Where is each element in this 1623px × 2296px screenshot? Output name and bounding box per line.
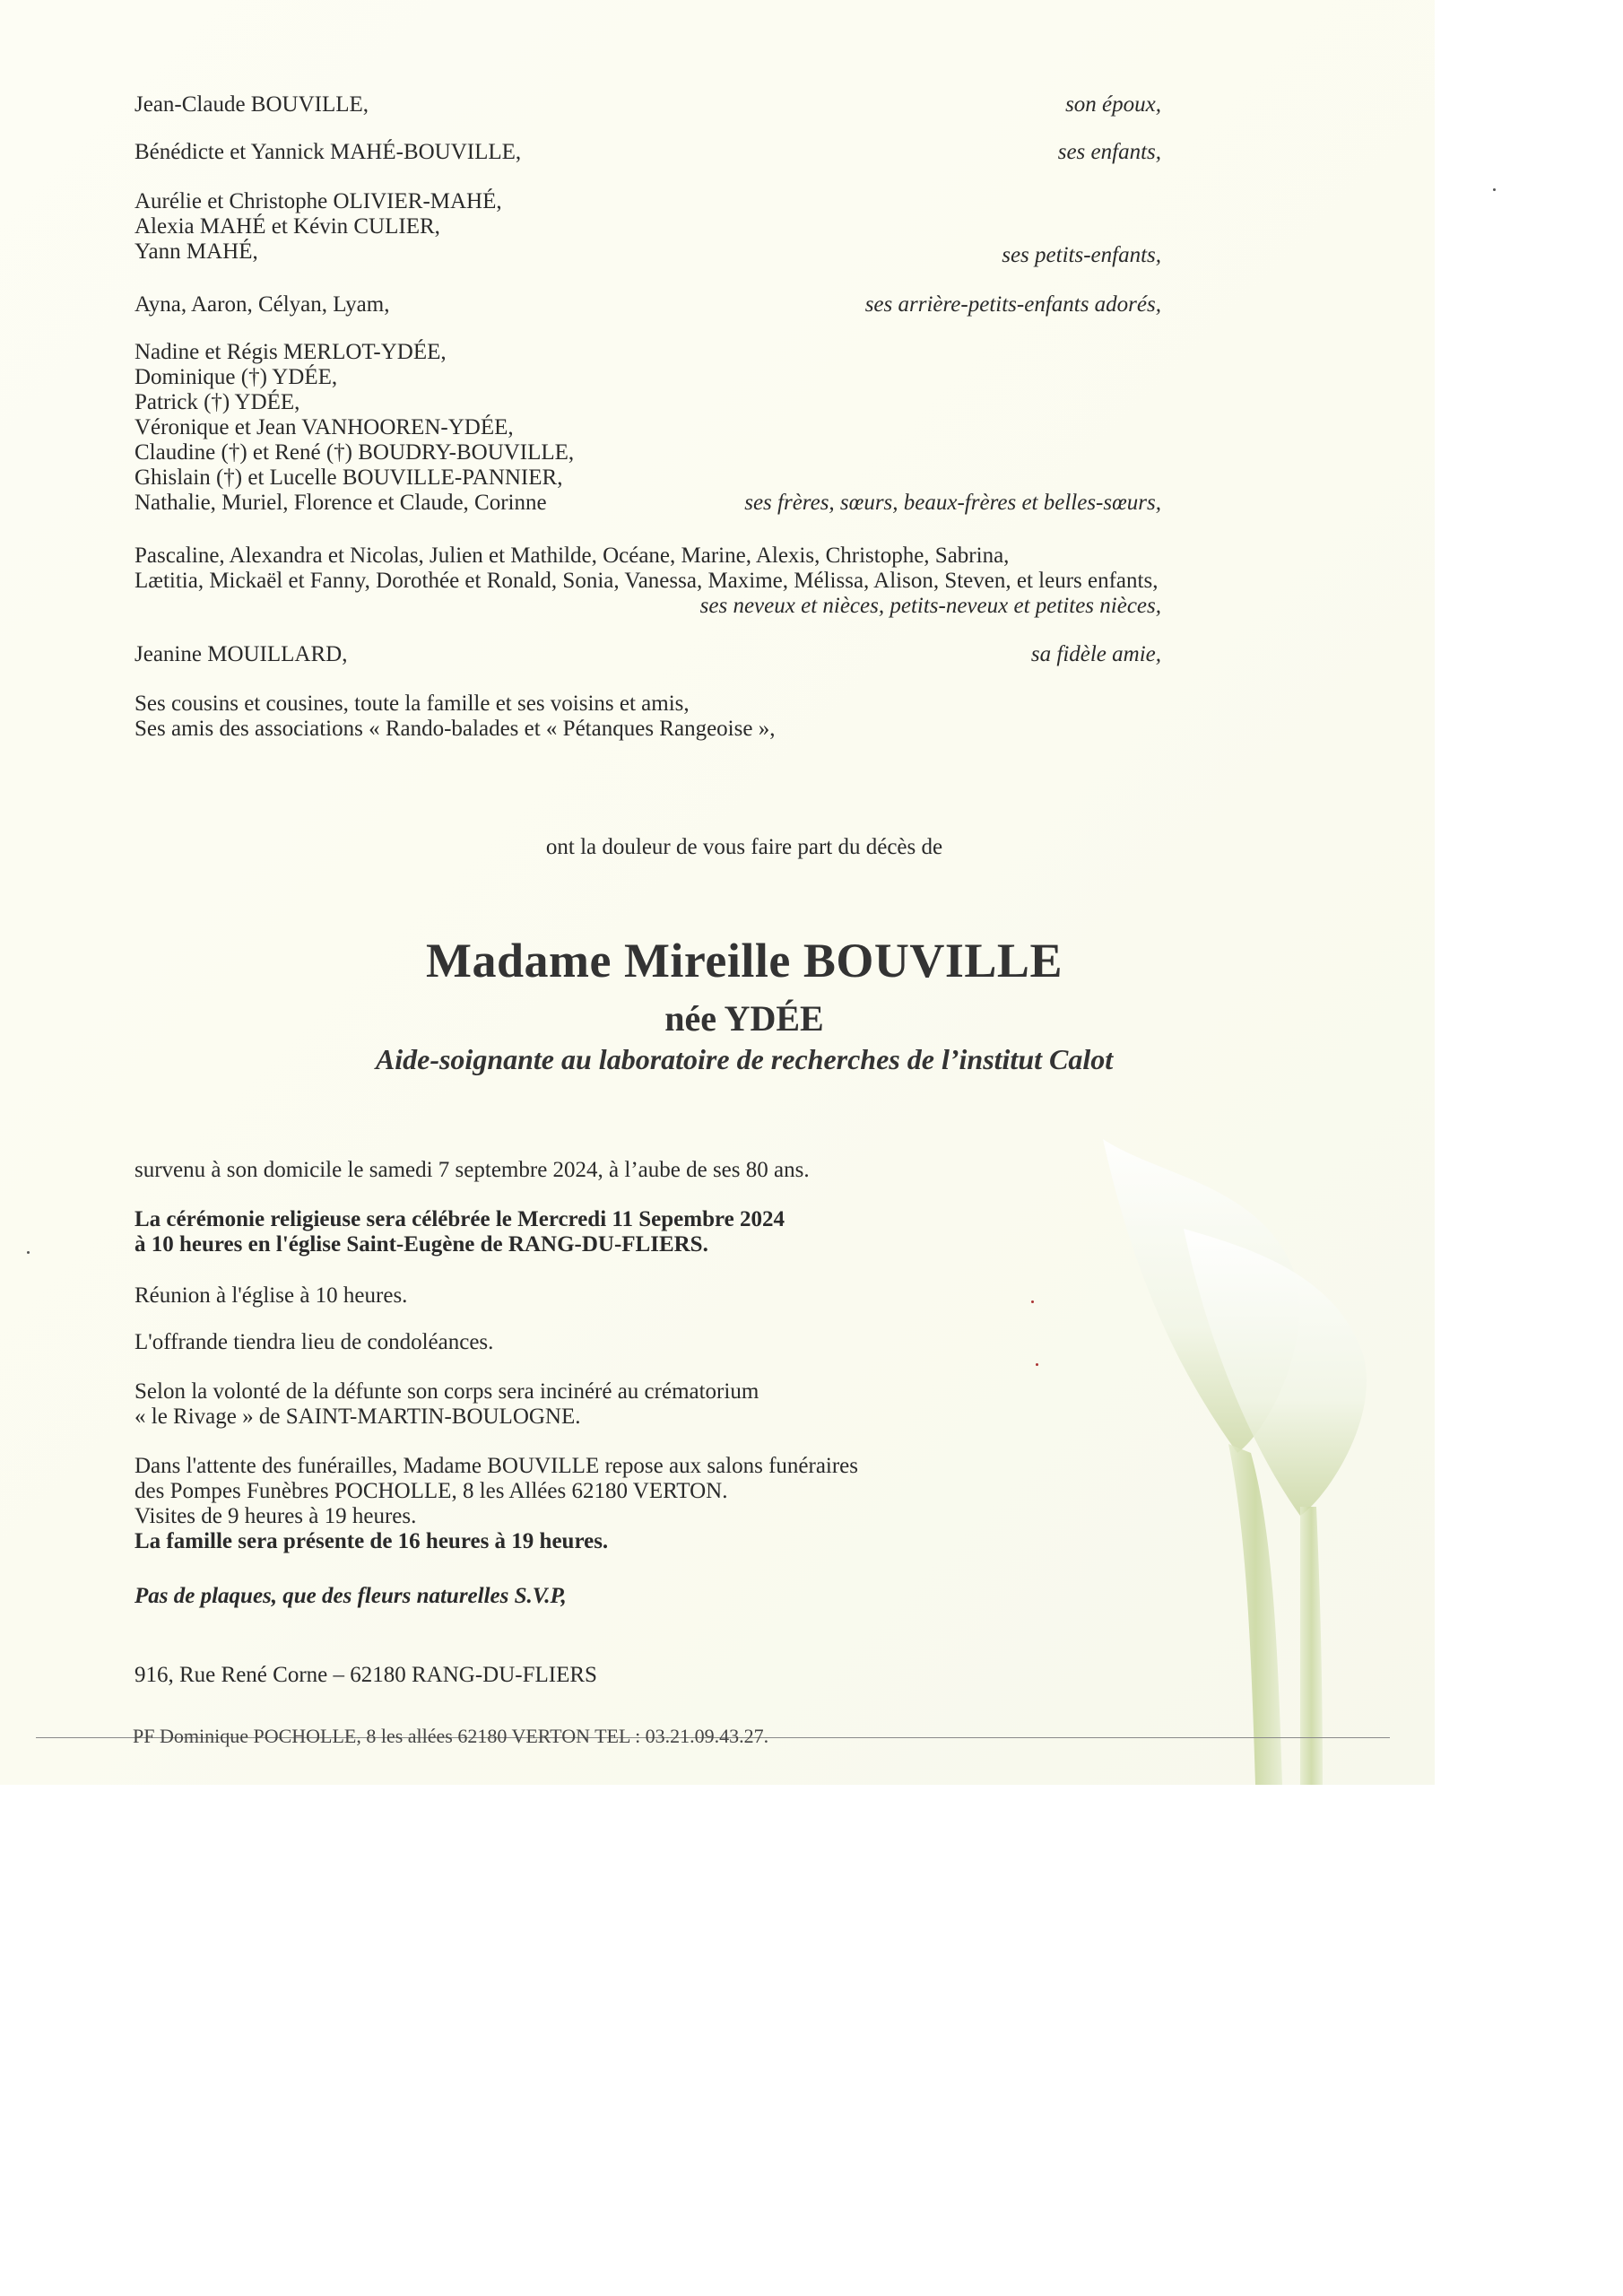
scan-speck: [27, 1251, 30, 1254]
rest-line: des Pompes Funèbres POCHOLLE, 8 les Allées 62180 VERTON.: [135, 1479, 728, 1503]
nephews-line: Lætitia, Mickaël et Fanny, Dorothée et Ronald, Sonia, Vanessa, Maxime, Mélissa, Alison, Steven, et leurs enfants,: [135, 569, 1159, 593]
nephews-line: Pascaline, Alexandra et Nicolas, Julien et Mathilde, Océane, Marine, Alexis, Christophe, Sabrina,: [135, 544, 1010, 568]
cremation-line: Selon la volonté de la défunte son corps sera incinéré au crématorium: [135, 1379, 759, 1404]
maiden-name: née YDÉE: [664, 998, 824, 1039]
sibling-line: Véronique et Jean VANHOOREN-YDÉE,: [135, 415, 514, 439]
grandchild-line: Alexia MAHÉ et Kévin CULIER,: [135, 214, 440, 239]
spouse-name: Jean-Claude BOUVILLE,: [135, 92, 369, 117]
sibling-line: Claudine (†) et René (†) BOUDRY-BOUVILLE,: [135, 440, 575, 465]
others-line: Ses amis des associations « Rando-balades et « Pétanques Rangeoise »,: [135, 717, 776, 741]
friend-name: Jeanine MOUILLARD,: [135, 642, 348, 666]
scan-speck: [1031, 1300, 1034, 1303]
rest-line: Dans l'attente des funérailles, Madame BOUVILLE repose aux salons funéraires: [135, 1454, 859, 1478]
scan-speck: [1036, 1363, 1038, 1366]
ceremony-line: La cérémonie religieuse sera célébrée le Mercredi 11 Sepembre 2024: [135, 1207, 785, 1231]
rest-line: Visites de 9 heures à 19 heures.: [135, 1504, 417, 1528]
sibling-line: Nadine et Régis MERLOT-YDÉE,: [135, 340, 447, 364]
sibling-line: Patrick (†) YDÉE,: [135, 390, 300, 414]
address: 916, Rue René Corne – 62180 RANG-DU-FLIERS: [135, 1663, 597, 1687]
funeral-home-footer: PF Dominique POCHOLLE, 8 les allées 62180 VERTON TEL : 03.21.09.43.27.: [133, 1725, 769, 1747]
great-grandchildren-names: Ayna, Aaron, Célyan, Lyam,: [135, 292, 390, 317]
children-role: ses enfants,: [1057, 140, 1161, 164]
profession: Aide-soignante au laboratoire de recherches de l’institut Calot: [375, 1043, 1114, 1075]
family-presence: La famille sera présente de 16 heures à 19 heures.: [135, 1529, 609, 1553]
grandchildren-role: ses petits-enfants,: [1002, 243, 1161, 267]
grandchild-line: Yann MAHÉ,: [135, 239, 258, 264]
announcement-intro: ont la douleur de vous faire part du décès de: [545, 835, 943, 859]
sibling-line: Ghislain (†) et Lucelle BOUVILLE-PANNIER,: [135, 465, 563, 490]
cremation-line: « le Rivage » de SAINT-MARTIN-BOULOGNE.: [135, 1405, 581, 1429]
friend-role: sa fidèle amie,: [1030, 642, 1161, 666]
grandchild-line: Aurélie et Christophe OLIVIER-MAHÉ,: [135, 189, 502, 213]
death-notice: survenu à son domicile le samedi 7 septembre 2024, à l’aube de ses 80 ans.: [135, 1158, 810, 1182]
scan-speck: [1493, 188, 1496, 191]
flowers-note: Pas de plaques, que des fleurs naturelles S.V.P,: [135, 1584, 567, 1608]
great-grandchildren-role: ses arrière-petits-enfants adorés,: [864, 292, 1161, 317]
nephews-role: ses neveux et nièces, petits-neveux et petites nièces,: [699, 594, 1161, 618]
meeting-info: Réunion à l'église à 10 heures.: [135, 1283, 408, 1308]
sibling-line: Nathalie, Muriel, Florence et Claude, Corinne: [135, 491, 547, 515]
deceased-name: Madame Mireille BOUVILLE: [426, 934, 1063, 987]
calla-lily-icon: [1031, 1121, 1417, 1785]
others-line: Ses cousins et cousines, toute la famille et ses voisins et amis,: [135, 691, 690, 716]
sibling-line: Dominique (†) YDÉE,: [135, 365, 338, 389]
spouse-role: son époux,: [1065, 92, 1161, 117]
ceremony-line: à 10 heures en l'église Saint-Eugène de RANG-DU-FLIERS.: [135, 1232, 708, 1257]
siblings-role: ses frères, sœurs, beaux-frères et belles-sœurs,: [744, 491, 1161, 515]
offering-info: L'offrande tiendra lieu de condoléances.: [135, 1330, 494, 1354]
children-names: Bénédicte et Yannick MAHÉ-BOUVILLE,: [135, 140, 522, 164]
